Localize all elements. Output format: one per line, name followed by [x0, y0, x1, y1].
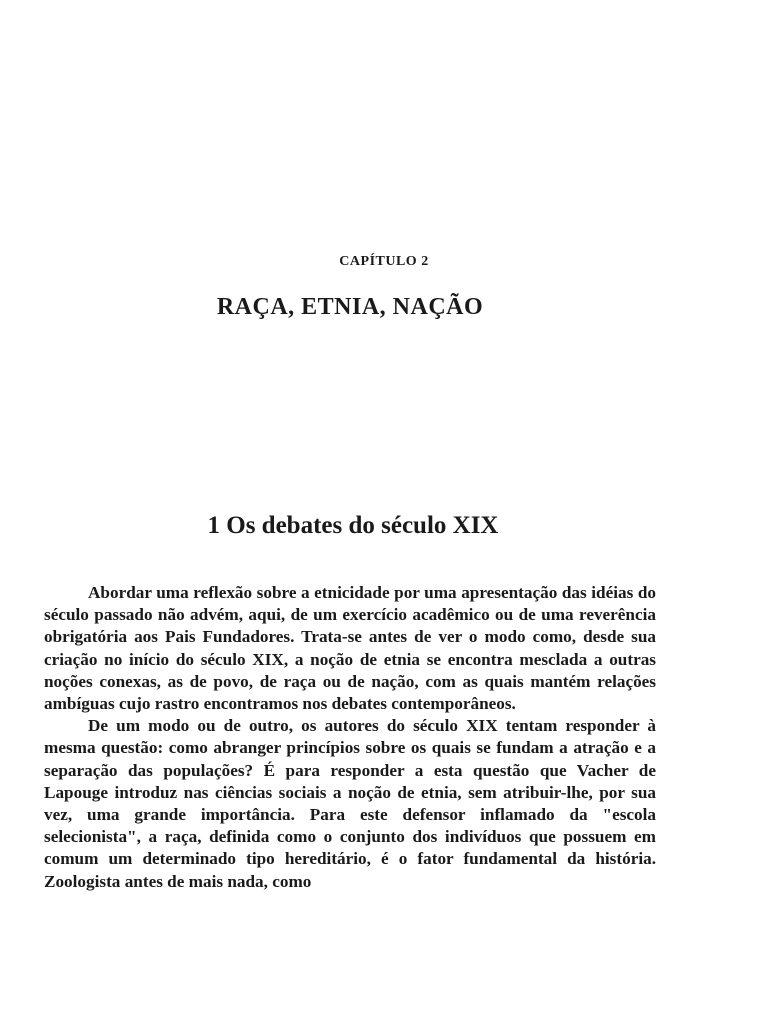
paragraph-1: Abordar uma reflexão sobre a etnicidade por uma apresentação das idéias do século passado não advém, aqui, de um exercício acadêmico ou de uma reverência obrigatória aos Pais Fundadores. Trata-se antes de ver o modo como, desde sua criação no início do século XIX, a noção de etnia se encontra mesclada a outras noções conexas, as de povo, de raça ou de nação, com as quais mantém relações ambíguas cujo rastro encontramos nos debates contemporâneos.	[44, 583, 656, 714]
section-title: 1 Os debates do século XIX	[207, 512, 499, 539]
paragraph-2: De um modo ou de outro, os autores do século XIX tentam responder à mesma questão: como abranger princípios sobre os quais se fundam a atração e a separação das populações? É para responder a esta questão que Vacher de Lapouge introduz nas ciências sociais a noção de etnia, sem atribuir-lhe, por sua vez, uma grande importância. Para este defensor inflamado da "escola selecionista", a raça, definida como o conjunto dos indivíduos que possuem em comum um determinado tipo hereditário, é o fator fundamental da história. Zoologista antes de mais nada, como	[44, 716, 656, 891]
chapter-label: CAPÍTULO 2	[339, 254, 429, 269]
chapter-title: RAÇA, ETNIA, NAÇÃO	[216, 294, 484, 320]
body-text	[44, 582, 656, 893]
